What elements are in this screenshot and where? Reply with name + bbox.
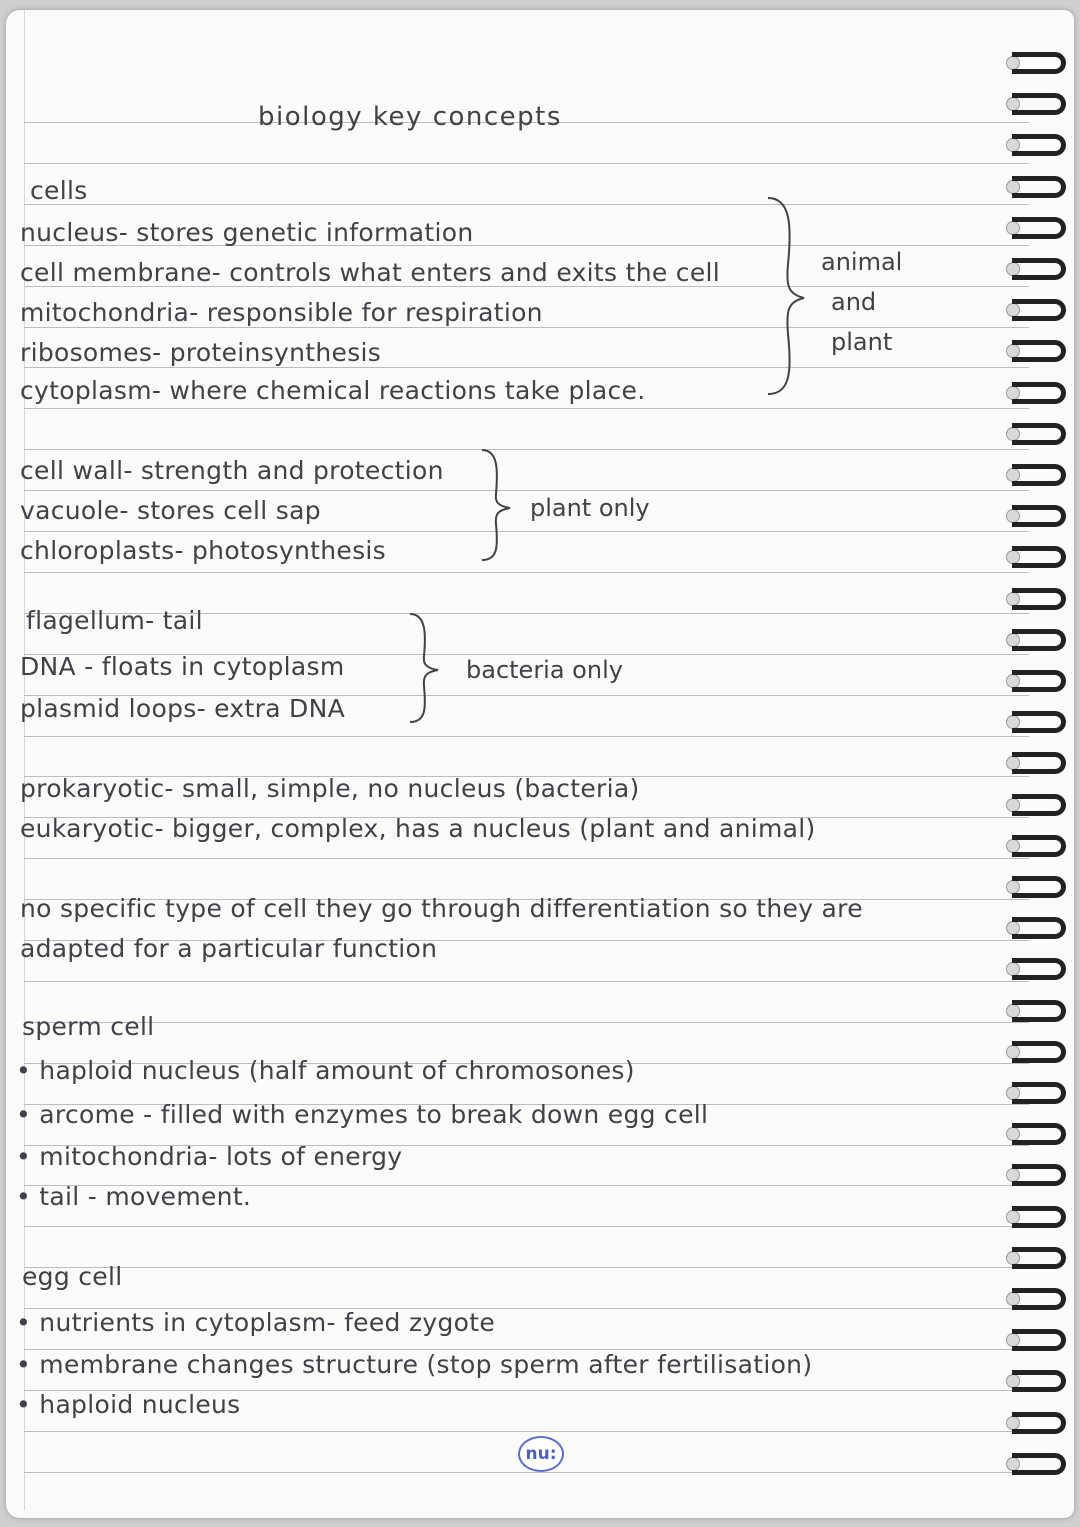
spiral-coil: [1012, 258, 1066, 280]
sperm-bullet-1-text: haploid nucleus (half amount of chromosones): [39, 1056, 635, 1085]
ruled-line: [24, 1431, 1029, 1432]
spiral-coil: [1012, 423, 1066, 445]
spiral-binding: [1004, 14, 1074, 1514]
spiral-coil: [1012, 546, 1066, 568]
spiral-coil: [1012, 52, 1066, 74]
spiral-coil: [1012, 711, 1066, 733]
bacteria-line-1: flagellum- tail: [26, 606, 203, 635]
animal-label: animal: [821, 248, 903, 276]
cells-line-2: cell membrane- controls what enters and exits the cell: [20, 258, 720, 287]
spiral-coil: [1012, 1412, 1066, 1434]
ruled-line: [24, 858, 1029, 859]
plant-line-1: cell wall- strength and protection: [20, 456, 444, 485]
spiral-coil: [1012, 752, 1066, 774]
spiral-coil: [1012, 340, 1066, 362]
egg-cell-heading: egg cell: [22, 1262, 123, 1291]
ruled-line: [24, 490, 1029, 491]
sperm-bullet-1: • haploid nucleus (half amount of chromosones): [16, 1056, 635, 1085]
egg-bullet-2: • membrane changes structure (stop sperm after fertilisation): [16, 1350, 813, 1379]
animal-plant-brace: [758, 194, 818, 400]
differentiation-line-2: adapted for a particular function: [20, 934, 438, 963]
spiral-coil: [1012, 134, 1066, 156]
spiral-coil: [1012, 1082, 1066, 1104]
cells-line-1: nucleus- stores genetic information: [20, 218, 474, 247]
ruled-line: [24, 367, 1029, 368]
spiral-coil: [1012, 670, 1066, 692]
spiral-coil: [1012, 917, 1066, 939]
cells-line-5: cytoplasm- where chemical reactions take place.: [20, 376, 646, 405]
sperm-bullet-3-text: mitochondria- lots of energy: [39, 1142, 403, 1171]
egg-bullet-1-text: nutrients in cytoplasm- feed zygote: [39, 1308, 496, 1337]
sperm-bullet-4: • tail - movement.: [16, 1182, 252, 1211]
spiral-coil: [1012, 1370, 1066, 1392]
and-label: and: [831, 288, 877, 316]
spiral-coil: [1012, 464, 1066, 486]
ruled-line: [24, 981, 1029, 982]
differentiation-line-1: no specific type of cell they go through differentiation so they are: [20, 894, 863, 923]
spiral-coil: [1012, 1123, 1066, 1145]
plant-line-3: chloroplasts- photosynthesis: [20, 536, 387, 565]
spiral-coil: [1012, 93, 1066, 115]
nu-logo-text: nu:: [525, 1444, 557, 1464]
plant-only-brace: [476, 446, 526, 566]
spiral-coil: [1012, 382, 1066, 404]
spiral-coil: [1012, 1041, 1066, 1063]
spiral-coil: [1012, 876, 1066, 898]
ruled-line: [24, 1022, 1029, 1023]
ruled-line: [24, 1472, 1029, 1473]
egg-bullet-1: • nutrients in cytoplasm- feed zygote: [16, 1308, 496, 1337]
plant-label: plant: [831, 328, 893, 356]
cells-line-4: ribosomes- proteinsynthesis: [20, 338, 382, 367]
spiral-coil: [1012, 1000, 1066, 1022]
spiral-coil: [1012, 958, 1066, 980]
spiral-coil: [1012, 1329, 1066, 1351]
spiral-coil: [1012, 629, 1066, 651]
egg-bullet-3: • haploid nucleus: [16, 1390, 241, 1419]
page-title: biology key concepts: [258, 102, 562, 132]
spiral-coil: [1012, 176, 1066, 198]
spiral-coil: [1012, 1288, 1066, 1310]
ruled-line: [24, 572, 1029, 573]
spiral-coil: [1012, 217, 1066, 239]
notebook-paper: [6, 10, 1074, 1518]
sperm-bullet-2: • arcome - filled with enzymes to break down egg cell: [16, 1100, 709, 1129]
ruled-line: [24, 1226, 1029, 1227]
cells-line-3: mitochondria- responsible for respiration: [20, 298, 543, 327]
bacteria-only-brace: [404, 610, 464, 730]
spiral-coil: [1012, 505, 1066, 527]
ruled-line: [24, 204, 1029, 205]
spiral-coil: [1012, 1164, 1066, 1186]
spiral-coil: [1012, 588, 1066, 610]
egg-bullet-2-text: membrane changes structure (stop sperm after fertilisation): [39, 1350, 813, 1379]
sperm-bullet-4-text: tail - movement.: [39, 1182, 252, 1211]
spiral-coil: [1012, 1453, 1066, 1475]
spiral-coil: [1012, 299, 1066, 321]
sperm-bullet-2-text: arcome - filled with enzymes to break down egg cell: [39, 1100, 709, 1129]
ruled-line: [24, 736, 1029, 737]
sperm-bullet-3: • mitochondria- lots of energy: [16, 1142, 403, 1171]
cells-heading: cells: [30, 176, 88, 205]
plant-only-label: plant only: [530, 494, 650, 522]
ruled-line: [24, 531, 1029, 532]
spiral-coil: [1012, 794, 1066, 816]
spiral-coil: [1012, 1247, 1066, 1269]
bacteria-line-2: DNA - floats in cytoplasm: [20, 652, 345, 681]
ruled-line: [24, 408, 1029, 409]
ruled-line: [24, 163, 1029, 164]
bacteria-line-3: plasmid loops- extra DNA: [20, 694, 346, 723]
plant-line-2: vacuole- stores cell sap: [20, 496, 321, 525]
nu-logo: [518, 1436, 564, 1472]
ruled-line: [24, 1267, 1029, 1268]
spiral-coil: [1012, 1206, 1066, 1228]
spiral-coil: [1012, 835, 1066, 857]
egg-bullet-3-text: haploid nucleus: [39, 1390, 241, 1419]
sperm-cell-heading: sperm cell: [22, 1012, 155, 1041]
ruled-line: [24, 449, 1029, 450]
eukaryotic-line: eukaryotic- bigger, complex, has a nucleus (plant and animal): [20, 814, 816, 843]
prokaryotic-line: prokaryotic- small, simple, no nucleus (bacteria): [20, 774, 640, 803]
bacteria-only-label: bacteria only: [466, 656, 623, 684]
